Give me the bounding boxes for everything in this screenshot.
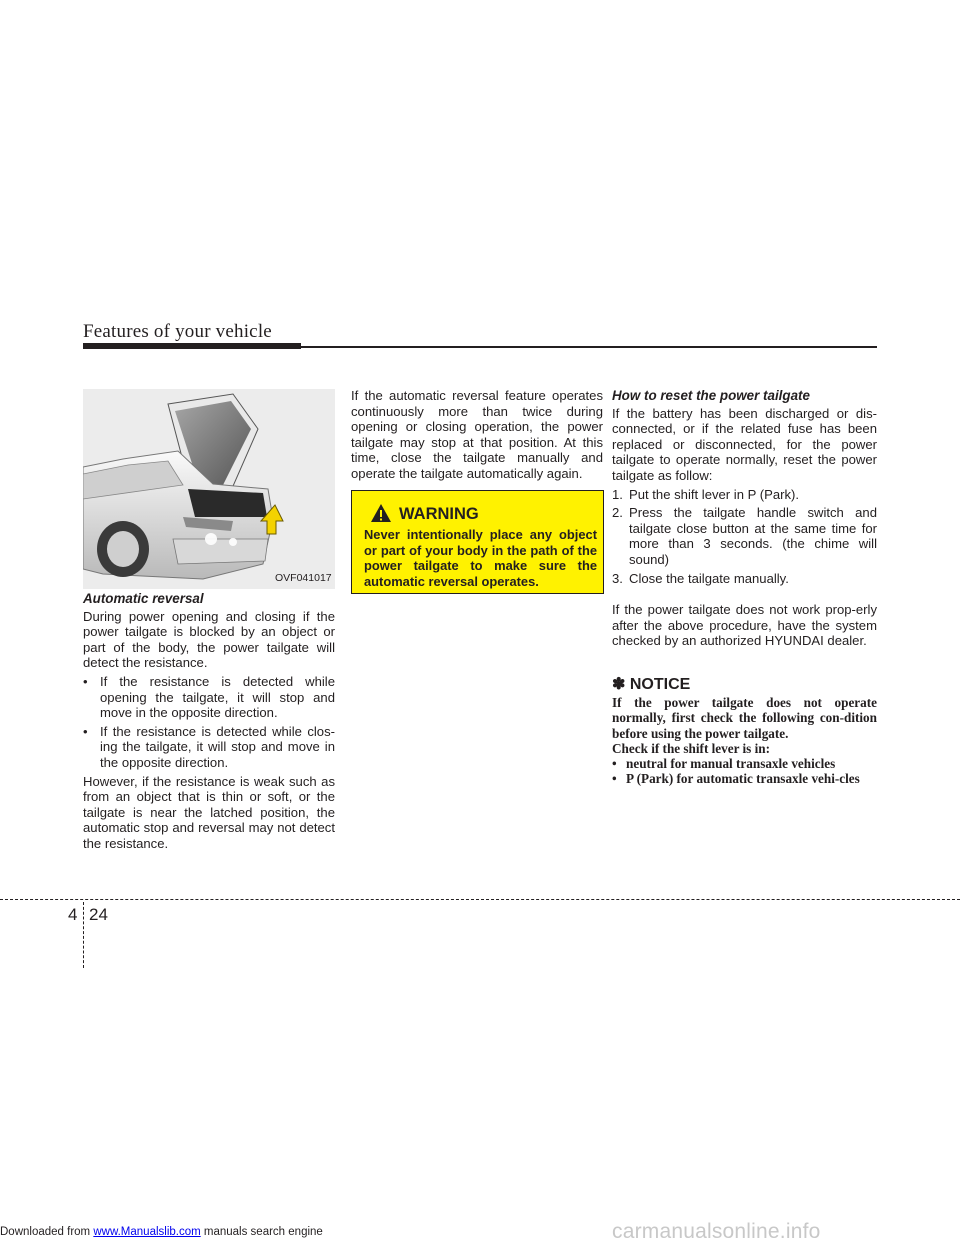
download-prefix: Downloaded from [0, 1226, 94, 1238]
notice-bullet: • P (Park) for automatic transaxle vehi-cles [612, 771, 877, 786]
warning-box [351, 490, 604, 594]
middle-column [351, 388, 603, 482]
footer-dashed-rule [0, 899, 960, 900]
header-rule-thick [83, 343, 301, 349]
header-rule-thin [301, 346, 877, 348]
notice-check: Check if the shift lever is in: [612, 740, 770, 756]
footer-dashed-divider [83, 902, 84, 968]
tailgate-illustration [83, 389, 335, 589]
section-subhead: Automatic reversal [83, 591, 204, 606]
watermark: carmanualsonline.info [612, 1220, 821, 1243]
paragraph: If the battery has been discharged or dis-connected, or if the related fuse has been replaced or disconnected, for the power tailgate to operate normally, reset the power tailgate as follow: [612, 405, 877, 483]
download-note [0, 1226, 323, 1238]
notice-text: If the power tailgate does not operate normally, first check the following con-dition before using the power tailgate. [612, 695, 877, 741]
notice-bullet: • neutral for manual transaxle vehicles [612, 756, 877, 771]
step-number: 2. [612, 505, 623, 521]
right-column [612, 388, 877, 649]
bullet-item: • If the resistance is detected while clos-ing the tailgate, it will stop and move in the opposite direction. [83, 724, 335, 771]
step-text: Close the tailgate manually. [629, 570, 789, 586]
car-tailgate-open-image [83, 389, 335, 589]
notice-body [612, 695, 877, 787]
paragraph: However, if the resistance is weak such as from an object that is thin or soft, or the tailgate is near the latched position, the automatic stop and reversal may not detect the resistance. [83, 773, 335, 851]
step-item [612, 487, 877, 503]
step-item [612, 505, 877, 567]
step-text: Put the shift lever in P (Park). [629, 486, 800, 502]
step-number: 3. [612, 570, 623, 586]
left-column [83, 591, 335, 852]
paragraph: If the automatic reversal feature operates continuously more than twice during opening or closing operation, the power tailgate may stop at that position. At this time, close the tailgate manually and operate the tailgate automatically again. [351, 388, 603, 481]
warning-text: Never intentionally place any object or part of your body in the path of the power tailgate to make sure the automatic reversal operates. [364, 527, 597, 589]
warning-title: WARNING [399, 505, 479, 523]
step-number: 1. [612, 486, 623, 502]
download-suffix: manuals search engine [200, 1226, 323, 1238]
manualslib-link[interactable]: www.Manualslib.com [93, 1226, 201, 1238]
page-header-title: Features of your vehicle [83, 321, 272, 342]
page-number: 24 [89, 905, 108, 924]
bullet-item: • If the resistance is detected while opening the tailgate, it will stop and move in the opposite direction. [83, 674, 335, 721]
step-text: Press the tailgate handle switch and tailgate close button at the same time for more than 3 seconds. (the chime will sound) [629, 505, 877, 567]
step-item [612, 571, 877, 587]
figure-caption: OVF041017 [275, 572, 332, 584]
warning-triangle-icon [370, 503, 392, 523]
notice-title: ✽ NOTICE [612, 676, 691, 693]
section-subhead: How to reset the power tailgate [612, 388, 810, 403]
paragraph: If the power tailgate does not work prop-erly after the above procedure, have the system checked by an authorized HYUNDAI dealer. [612, 602, 877, 649]
paragraph: During power opening and closing if the power tailgate is blocked by an object or part of the body, the power tailgate will detect the resistance. [83, 608, 335, 671]
chapter-number: 4 [68, 905, 78, 924]
